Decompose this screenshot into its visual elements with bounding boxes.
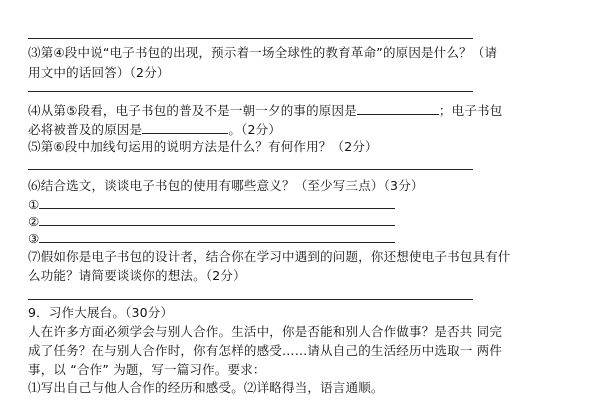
answer-line-q6-3[interactable] bbox=[39, 230, 395, 243]
question-9-line-4: ⑴写出自己与他人合作的经历和感受。⑵详略得当，语言通顺。 bbox=[28, 380, 384, 395]
question-6: ⑹结合选文，谈谈电子书包的使用有哪些意义？（至少写三点）（3分） bbox=[28, 178, 424, 193]
answer-marker-3: ③ bbox=[28, 231, 40, 246]
answer-line-q6-2[interactable] bbox=[39, 213, 395, 226]
question-9-line-1: 人在许多方面必须学会与别人合作。生活中，你是否能和别人合作做事？是否共 同完 bbox=[28, 324, 503, 339]
question-4-text-d: 。（2分） bbox=[228, 122, 282, 137]
question-5: ⑸第⑥段中加线句运用的说明方法是什么？有何作用？（2分） bbox=[28, 139, 378, 154]
question-9-line-3: 事，以 “合作” 为题，写一篇习作。要求： bbox=[28, 362, 266, 377]
answer-line-q6-1[interactable] bbox=[39, 196, 395, 209]
question-4-text-b: ；电子书包 bbox=[438, 103, 503, 118]
question-3-line-2: 用文中的话回答）（2分） bbox=[28, 65, 170, 80]
question-3-line-1: ⑶第④段中说“电子书包的出现，预示着一场全球性的教育革命”的原因是什么？（请 bbox=[28, 45, 498, 60]
answer-row-q6-1[interactable] bbox=[28, 196, 395, 213]
answer-line-q7[interactable] bbox=[28, 299, 473, 300]
answer-blank-q4-a[interactable] bbox=[357, 102, 439, 115]
answer-row-q6-3[interactable] bbox=[28, 230, 395, 247]
question-4-text-c: 必将被普及的原因是 bbox=[28, 122, 143, 137]
answer-row-q6-2[interactable] bbox=[28, 213, 395, 230]
question-7-line-1: ⑺假如你是电子书包的设计者，结合你在学习中遇到的问题，你还想使电子书包具有什 bbox=[28, 249, 511, 264]
answer-marker-1: ① bbox=[28, 197, 40, 212]
question-4-line-1 bbox=[28, 102, 502, 119]
question-9-line-2: 成了任务？在与别人合作时，你有怎样的感受……请从自己的生活经历中选取一 两件 bbox=[28, 343, 503, 358]
answer-line-top[interactable] bbox=[28, 38, 473, 39]
question-4-line-2 bbox=[28, 121, 281, 138]
answer-line-q5[interactable] bbox=[28, 169, 473, 170]
question-7-line-2: 么功能？请简要谈谈你的想法。（2分） bbox=[28, 268, 246, 283]
answer-line-q3[interactable] bbox=[28, 91, 473, 92]
answer-blank-q4-b[interactable] bbox=[142, 121, 228, 134]
question-4-text-a: ⑷从第⑤段看，电子书包的普及不是一朝一夕的事的原因是 bbox=[28, 103, 357, 118]
answer-marker-2: ② bbox=[28, 214, 40, 229]
question-9-title: 9．习作大展台。（30分） bbox=[28, 305, 174, 320]
